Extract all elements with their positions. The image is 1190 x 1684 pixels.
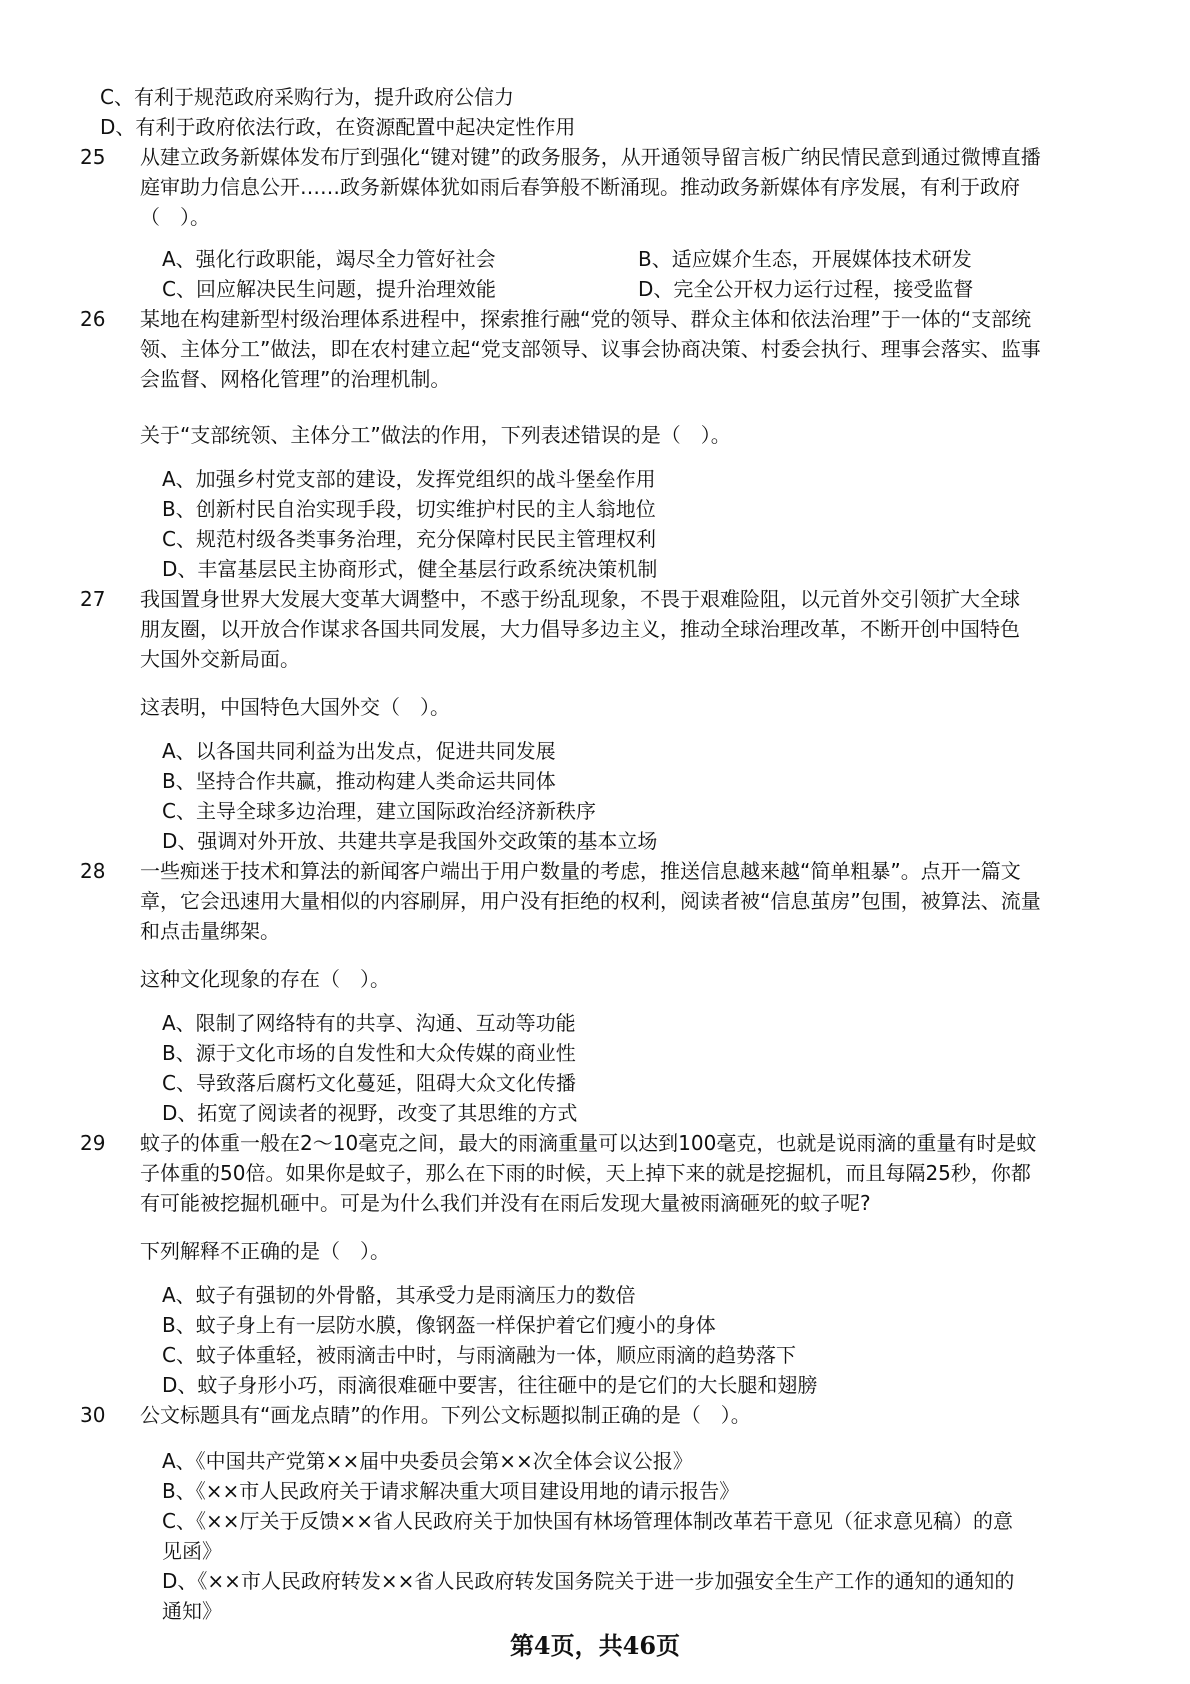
question-stem-line: 从建立政务新媒体发布厅到强化“键对键”的政务服务，从开通领导留言板广纳民情民意到通过微博直播 (140, 145, 1041, 169)
question-prompt: 这种文化现象的存在（ ）。 (140, 967, 390, 991)
question-prompt: 关于“支部统领、主体分工”做法的作用，下列表述错误的是（ ）。 (140, 423, 731, 447)
question-number: 27 (80, 587, 106, 611)
option-a: A、蚊子有强韧的外骨骼，其承受力是雨滴压力的数倍 (162, 1283, 636, 1307)
question-prompt: 下列解释不正确的是（ ）。 (140, 1239, 390, 1263)
prev-option-c: C、有利于规范政府采购行为，提升政府公信力 (100, 85, 514, 109)
question-number: 25 (80, 145, 106, 169)
option-b: B、源于文化市场的自发性和大众传媒的商业性 (162, 1041, 576, 1065)
question-stem-line: 子体重的50倍。如果你是蚊子，那么在下雨的时候，天上掉下来的就是挖掘机，而且每隔25秒，你都 (140, 1161, 1031, 1185)
option-c: C、主导全球多边治理，建立国际政治经济新秩序 (162, 799, 596, 823)
question-stem-line: 领、主体分工”做法，即在农村建立起“党支部领导、议事会协商决策、村委会执行、理事会落实、监事 (140, 337, 1041, 361)
question-stem-line: （ ）。 (140, 205, 210, 229)
question-stem-line: 我国置身世界大发展大变革大调整中，不惑于纷乱现象，不畏于艰难险阻，以元首外交引领扩大全球 (140, 587, 1020, 611)
option-d: D、完全公开权力运行过程，接受监督 (638, 277, 974, 301)
option-c: C、《××厅关于反馈××省人民政府关于加快国有林场管理体制改革若干意见（征求意见稿）的意 (162, 1509, 1013, 1533)
question-stem-line: 有可能被挖掘机砸中。可是为什么我们并没有在雨后发现大量被雨滴砸死的蚊子呢? (140, 1191, 871, 1215)
question-number: 26 (80, 307, 106, 331)
question-stem-line: 某地在构建新型村级治理体系进程中，探索推行融“党的领导、群众主体和依法治理”于一体的“支部统 (140, 307, 1032, 331)
page-footer: 第4页，共46页 (509, 1631, 681, 1660)
option-c: C、回应解决民生问题，提升治理效能 (162, 277, 496, 301)
question-stem-line: 蚊子的体重一般在2～10毫克之间，最大的雨滴重量可以达到100毫克，也就是说雨滴的重量有时是蚊 (140, 1131, 1037, 1155)
question-stem-line: 朋友圈，以开放合作谋求各国共同发展，大力倡导多边主义，推动全球治理改革，不断开创中国特色 (140, 617, 1020, 641)
question-stem-line: 章，它会迅速用大量相似的内容刷屏，用户没有拒绝的权利，阅读者被“信息茧房”包围，被算法、流量 (140, 889, 1041, 913)
question-number: 29 (80, 1131, 106, 1155)
option-b: B、适应媒介生态，开展媒体技术研发 (638, 247, 972, 271)
question-prompt: 这表明，中国特色大国外交（ ）。 (140, 695, 450, 719)
option-d: D、拓宽了阅读者的视野，改变了其思维的方式 (162, 1101, 578, 1125)
option-d: D、强调对外开放、共建共享是我国外交政策的基本立场 (162, 829, 658, 853)
question-number: 30 (80, 1403, 106, 1427)
option-d: D、《××市人民政府转发××省人民政府转发国务院关于进一步加强安全生产工作的通知的通知的 (162, 1569, 1015, 1593)
option-a: A、《中国共产党第××届中央委员会第××次全体会议公报》 (162, 1449, 693, 1473)
question-stem-line: 大国外交新局面。 (140, 647, 300, 671)
option-d: D、丰富基层民主协商形式，健全基层行政系统决策机制 (162, 557, 658, 581)
question-number: 28 (80, 859, 106, 883)
option-c: C、蚊子体重轻，被雨滴击中时，与雨滴融为一体，顺应雨滴的趋势落下 (162, 1343, 796, 1367)
option-c: C、规范村级各类事务治理，充分保障村民民主管理权利 (162, 527, 656, 551)
option-d: D、蚊子身形小巧，雨滴很难砸中要害，往往砸中的是它们的大长腿和翅膀 (162, 1373, 818, 1397)
question-stem-line: 一些痴迷于技术和算法的新闻客户端出于用户数量的考虑，推送信息越来越“简单粗暴”。点开一篇文 (140, 859, 1021, 883)
question-stem-line: 会监督、网格化管理”的治理机制。 (140, 367, 451, 391)
question-stem-line: 公文标题具有“画龙点睛”的作用。下列公文标题拟制正确的是（ ）。 (140, 1403, 751, 1427)
option-c-continued: 见函》 (162, 1539, 222, 1563)
option-b: B、坚持合作共赢，推动构建人类命运共同体 (162, 769, 556, 793)
option-a: A、强化行政职能，竭尽全力管好社会 (162, 247, 496, 271)
option-c: C、导致落后腐朽文化蔓延，阻碍大众文化传播 (162, 1071, 576, 1095)
option-a: A、限制了网络特有的共享、沟通、互动等功能 (162, 1011, 576, 1035)
option-b: B、创新村民自治实现手段，切实维护村民的主人翁地位 (162, 497, 656, 521)
question-stem-line: 和点击量绑架。 (140, 919, 280, 943)
option-b: B、蚊子身上有一层防水膜，像钢盔一样保护着它们瘦小的身体 (162, 1313, 716, 1337)
option-a: A、以各国共同利益为出发点，促进共同发展 (162, 739, 556, 763)
option-a: A、加强乡村党支部的建设，发挥党组织的战斗堡垒作用 (162, 467, 656, 491)
option-d-continued: 通知》 (162, 1599, 222, 1623)
question-stem-line: 庭审助力信息公开……政务新媒体犹如雨后春笋般不断涌现。推动政务新媒体有序发展，有利于政府 (140, 175, 1020, 199)
prev-option-d: D、有利于政府依法行政，在资源配置中起决定性作用 (100, 115, 576, 139)
option-b: B、《××市人民政府关于请求解决重大项目建设用地的请示报告》 (162, 1479, 740, 1503)
